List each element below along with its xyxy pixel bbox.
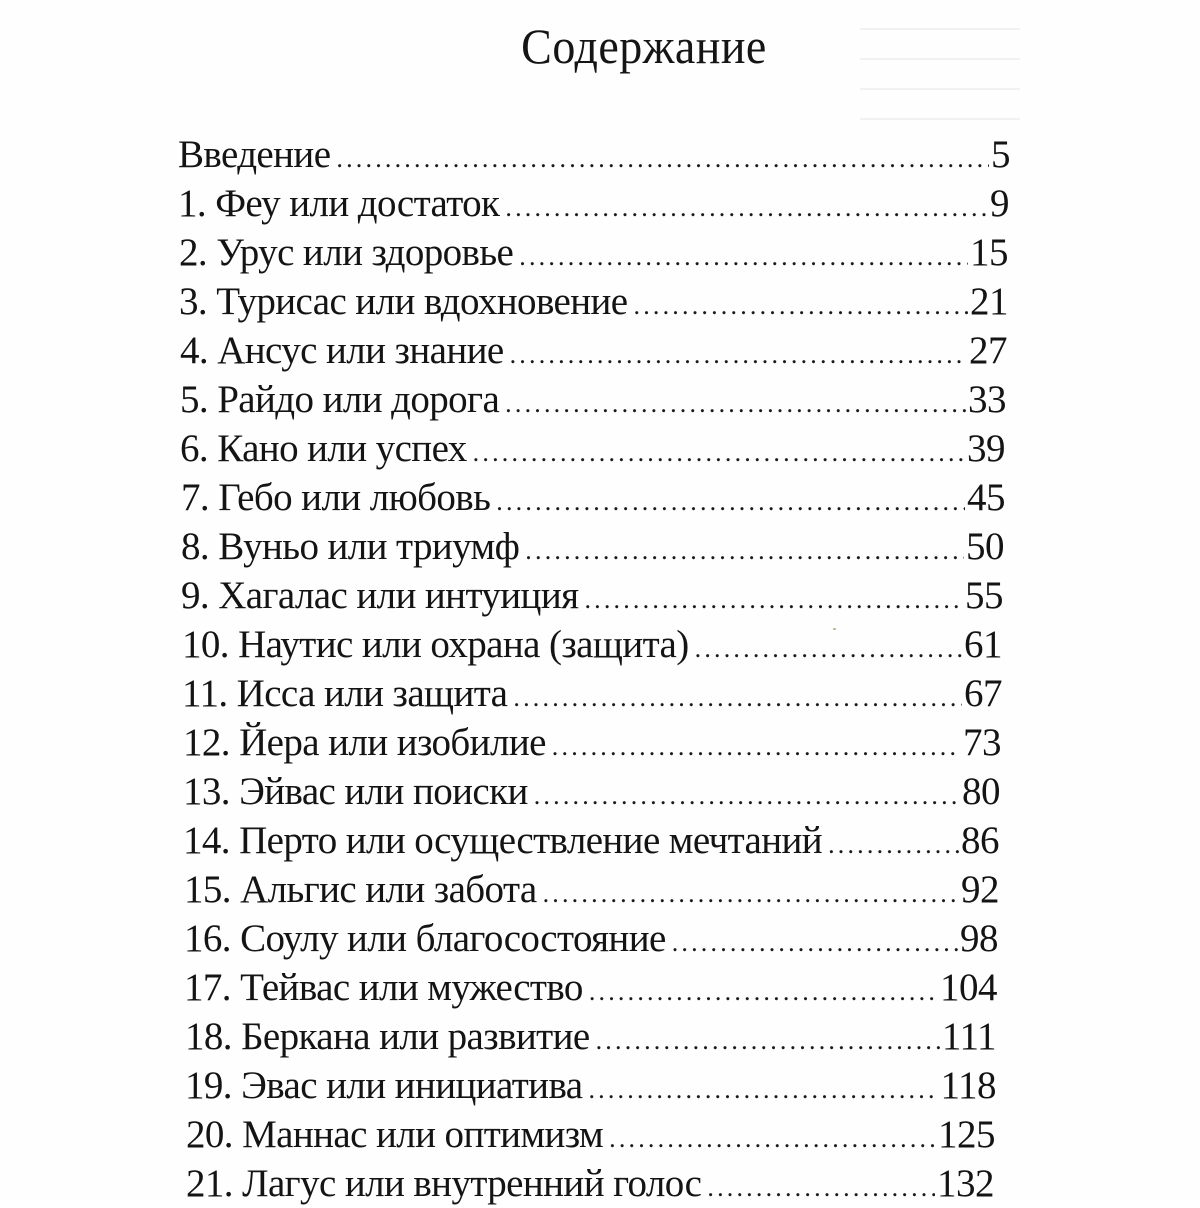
dot-leader	[534, 771, 960, 816]
toc-entry-page-number: 98	[960, 917, 998, 960]
dot-leader	[609, 1114, 936, 1159]
dot-leader	[596, 1016, 940, 1061]
toc-entry-page-number: 80	[962, 770, 1000, 813]
toc-entry	[181, 522, 1004, 571]
toc-entry-title: 2. Урус или здоровье	[179, 231, 514, 274]
toc-entry-page-number: 33	[968, 378, 1006, 421]
toc-entry	[185, 1012, 996, 1061]
toc-entry	[181, 473, 1005, 522]
dot-leader	[505, 379, 966, 424]
toc-entry-title: 13. Эйвас или поиски	[183, 770, 528, 813]
toc-entry	[184, 914, 998, 963]
toc-entry-page-number: 118	[940, 1064, 996, 1107]
toc-entry-page-number: 39	[967, 427, 1005, 470]
dot-leader	[473, 428, 965, 473]
toc-entry-title: 10. Наутис или охрана (защита)	[182, 623, 689, 666]
toc-entry-page-number: 45	[967, 476, 1005, 519]
toc-entry	[182, 620, 1002, 669]
toc-entry	[180, 424, 1005, 473]
toc-entry-page-number: 5	[991, 133, 1010, 176]
toc-entry-page-number: 15	[970, 231, 1008, 274]
toc-entry-title: 14. Перто или осуществление мечтаний	[183, 819, 823, 862]
toc-entry-page-number: 27	[969, 329, 1007, 372]
toc-entry	[183, 718, 1001, 767]
toc-entry-page-number: 104	[940, 966, 997, 1009]
toc-entry-page-number: 21	[970, 280, 1008, 323]
toc-entry	[178, 179, 1009, 228]
toc-entry	[181, 571, 1003, 620]
toc-entry-title: 1. Феу или достаток	[178, 182, 500, 225]
toc-entry-page-number: 125	[938, 1113, 995, 1156]
toc-entry-title: 12. Йера или изобилие	[183, 721, 546, 764]
toc-entry-title: 11. Исса или защита	[182, 672, 508, 715]
dot-leader	[707, 1163, 935, 1208]
toc-entry-title: 18. Беркана или развитие	[185, 1015, 590, 1058]
toc-entry-page-number: 55	[965, 574, 1003, 617]
dot-leader	[589, 967, 938, 1012]
toc-entry-title: 21. Лагус или внутренний голос	[186, 1162, 702, 1205]
toc-entry-page-number: 132	[937, 1162, 994, 1205]
toc-entry-page-number: 67	[964, 672, 1002, 715]
toc-entry-title: 15. Альгис или забота	[184, 868, 537, 911]
toc-entry-title: 4. Ансус или знание	[180, 329, 504, 372]
dot-leader	[513, 673, 962, 718]
dot-leader	[543, 869, 959, 914]
toc-entry	[180, 326, 1007, 375]
dot-leader	[336, 134, 989, 179]
toc-entry-title: 7. Гебо или любовь	[181, 476, 491, 519]
dot-leader	[519, 232, 968, 277]
toc-entry-page-number: 61	[964, 623, 1002, 666]
toc-entry-title: Введение	[178, 133, 331, 176]
toc-entry-title: 16. Соулу или благосостояние	[184, 917, 666, 960]
toc-entry-title: 5. Райдо или дорога	[180, 378, 500, 421]
paper-speck	[833, 628, 836, 630]
toc-entry	[178, 130, 1010, 179]
toc-entry-page-number: 92	[961, 868, 999, 911]
toc-entry	[183, 816, 999, 865]
toc-entry	[185, 1061, 996, 1110]
toc-entry	[182, 669, 1002, 718]
dot-leader	[496, 477, 965, 522]
toc-entry	[179, 277, 1008, 326]
toc-entry-page-number: 73	[963, 721, 1001, 764]
toc-entry-page-number: 86	[961, 819, 999, 862]
dot-leader	[505, 183, 988, 228]
toc-entry-title: 19. Эвас или инициатива	[185, 1064, 583, 1107]
toc-entry	[184, 963, 997, 1012]
dot-leader	[828, 820, 959, 865]
toc-entry-title: 20. Маннас или оптимизм	[186, 1113, 604, 1156]
dot-leader	[634, 281, 969, 326]
toc-entry-title: 3. Турисас или вдохновение	[179, 280, 628, 323]
toc-entry-title: 17. Тейвас или мужество	[184, 966, 583, 1009]
toc-entry	[183, 767, 1000, 816]
page-title: Содержание	[521, 18, 767, 74]
toc-entry	[179, 228, 1008, 277]
dot-leader	[584, 575, 963, 620]
dot-leader	[552, 722, 961, 767]
toc-entry-title: 9. Хагалас или интуиция	[181, 574, 579, 617]
dot-leader	[695, 624, 962, 669]
toc-entry-page-number: 9	[990, 182, 1009, 225]
dot-leader	[525, 526, 964, 571]
dot-leader	[672, 918, 958, 963]
toc-entry-title: 8. Вуньо или триумф	[181, 525, 520, 568]
toc-entry-title: 6. Кано или успех	[180, 427, 467, 470]
toc-entry-page-number: 111	[941, 1015, 996, 1058]
dot-leader	[510, 330, 967, 375]
toc-entry	[180, 375, 1006, 424]
toc-entry	[186, 1110, 995, 1159]
dot-leader	[588, 1065, 938, 1110]
toc-entry	[186, 1159, 994, 1208]
toc-entry	[184, 865, 999, 914]
toc-entry-page-number: 50	[966, 525, 1004, 568]
